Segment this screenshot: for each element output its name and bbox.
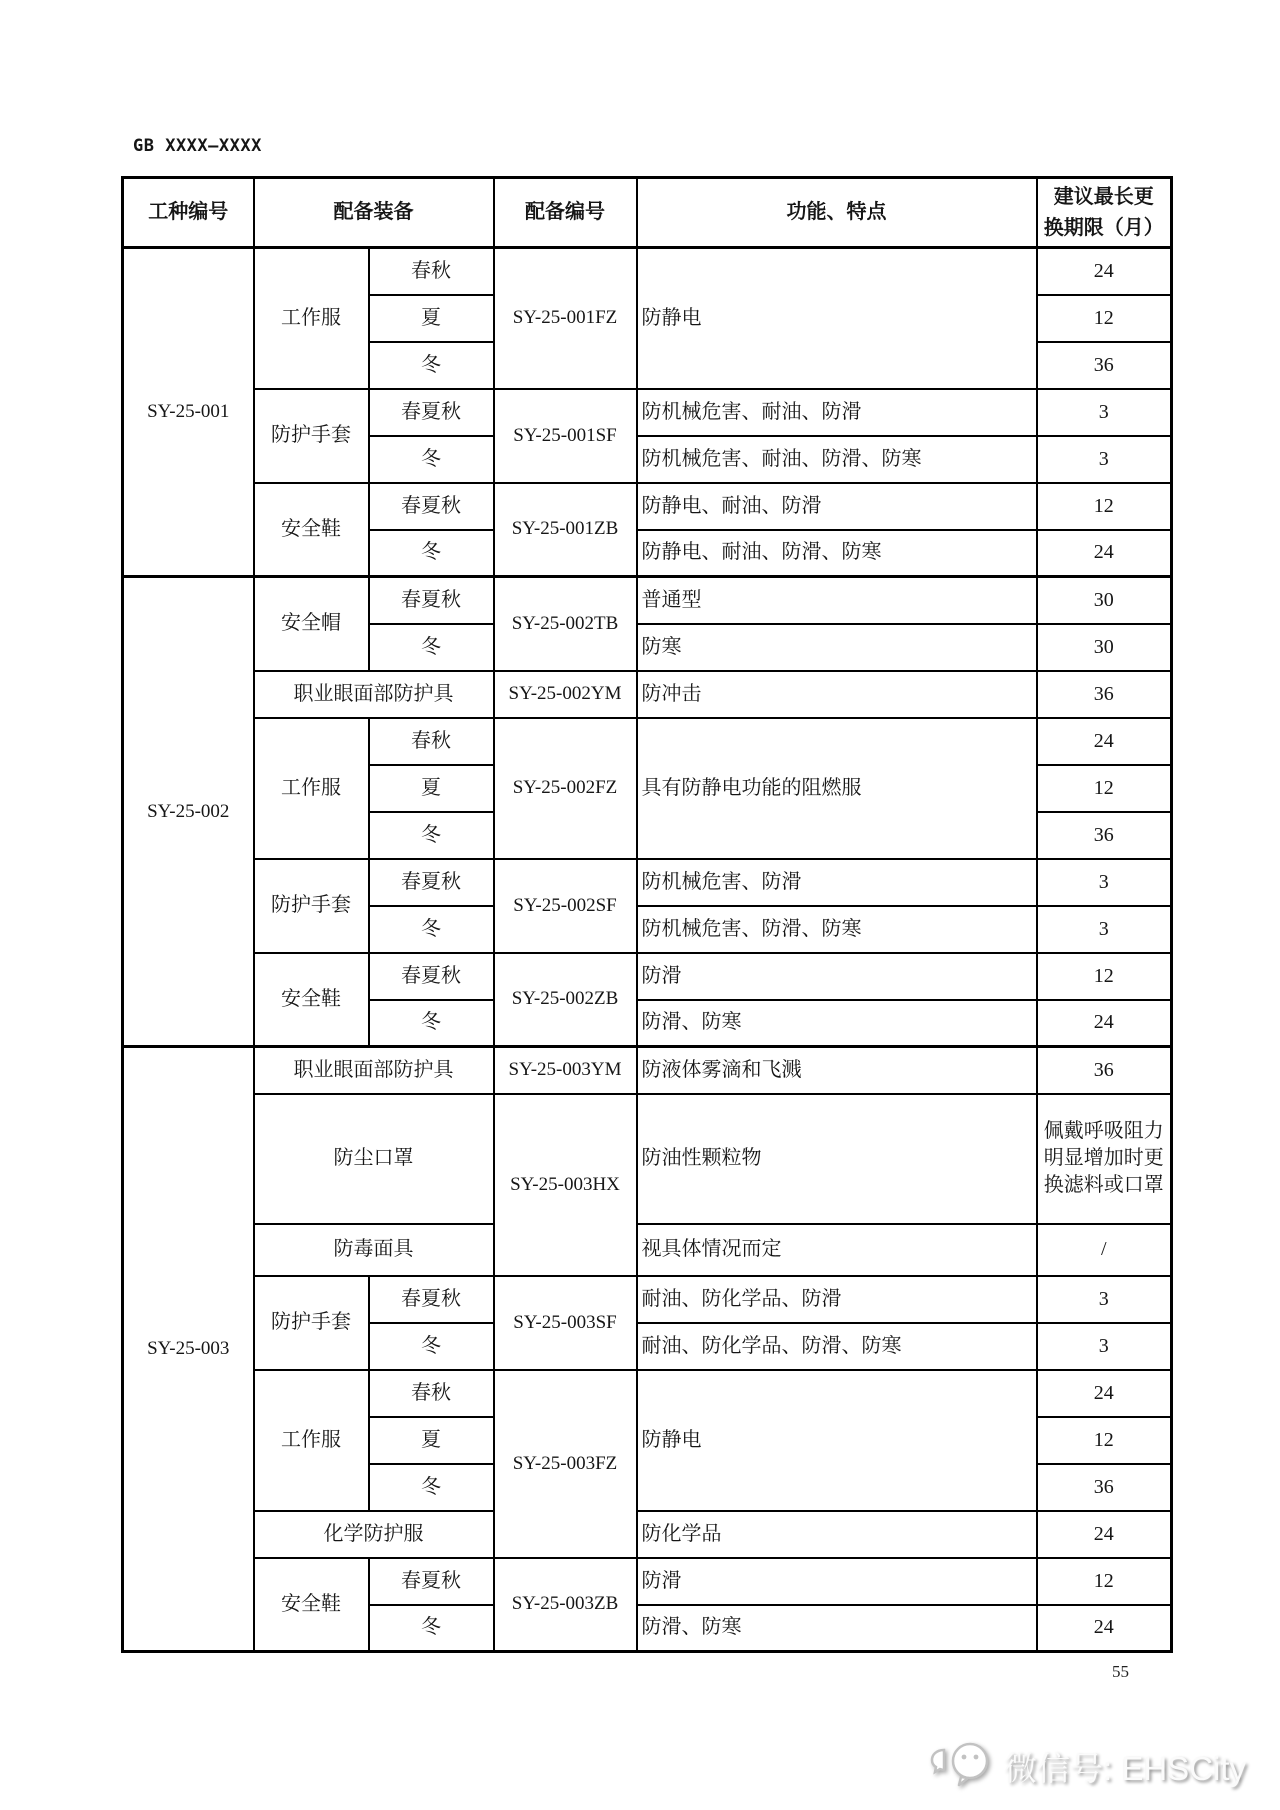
function-cell: 防机械危害、防滑	[637, 859, 1037, 906]
season-cell: 夏	[369, 765, 494, 812]
code-cell: SY-25-003YM	[494, 1047, 637, 1094]
season-cell: 冬	[369, 1605, 494, 1652]
function-cell: 防寒	[637, 624, 1037, 671]
months-cell: 36	[1037, 342, 1172, 389]
table-row	[123, 1558, 1172, 1605]
function-cell: 防液体雾滴和飞溅	[637, 1047, 1037, 1094]
table-row	[123, 953, 1172, 1000]
header-months-line1: 建议最长更	[1053, 185, 1154, 208]
table-header-row	[123, 178, 1172, 248]
months-cell: 36	[1037, 1047, 1172, 1094]
group-code-cell: SY-25-001	[123, 248, 254, 577]
months-cell: /	[1037, 1224, 1172, 1276]
season-cell: 冬	[369, 530, 494, 577]
season-cell: 冬	[369, 812, 494, 859]
function-cell: 防油性颗粒物	[637, 1094, 1037, 1224]
function-cell: 防化学品	[637, 1511, 1037, 1558]
code-cell: SY-25-003ZB	[494, 1558, 637, 1652]
table-row	[123, 483, 1172, 530]
header-months-line2: 换期限（月）	[1043, 216, 1164, 239]
season-cell: 冬	[369, 1464, 494, 1511]
months-cell: 36	[1037, 812, 1172, 859]
header-function: 功能、特点	[637, 178, 1037, 248]
table-row	[123, 1276, 1172, 1323]
function-cell: 防机械危害、耐油、防滑、防寒	[637, 436, 1037, 483]
ppe-table	[121, 176, 1173, 1653]
season-cell: 夏	[369, 295, 494, 342]
function-cell: 防静电、耐油、防滑、防寒	[637, 530, 1037, 577]
function-cell: 防机械危害、耐油、防滑	[637, 389, 1037, 436]
code-cell: SY-25-003HX	[494, 1094, 637, 1276]
season-cell: 冬	[369, 436, 494, 483]
equipment-cell: 职业眼面部防护具	[254, 671, 494, 718]
code-cell: SY-25-002FZ	[494, 718, 637, 859]
season-cell: 夏	[369, 1417, 494, 1464]
months-cell: 24	[1037, 718, 1172, 765]
months-cell: 30	[1037, 577, 1172, 624]
season-cell: 春夏秋	[369, 953, 494, 1000]
code-cell: SY-25-001FZ	[494, 248, 637, 389]
months-cell: 36	[1037, 1464, 1172, 1511]
months-cell: 24	[1037, 1511, 1172, 1558]
function-cell: 视具体情况而定	[637, 1224, 1037, 1276]
season-cell: 冬	[369, 342, 494, 389]
season-cell: 春夏秋	[369, 859, 494, 906]
function-cell: 防滑	[637, 1558, 1037, 1605]
code-cell: SY-25-002SF	[494, 859, 637, 953]
function-cell: 防机械危害、防滑、防寒	[637, 906, 1037, 953]
equipment-cell: 安全鞋	[254, 953, 369, 1047]
months-cell: 佩戴呼吸阻力明显增加时更换滤料或口罩	[1037, 1094, 1172, 1224]
table-row	[123, 1511, 1172, 1558]
code-cell: SY-25-002ZB	[494, 953, 637, 1047]
season-cell: 春秋	[369, 1370, 494, 1417]
function-cell: 耐油、防化学品、防滑、防寒	[637, 1323, 1037, 1370]
equipment-cell: 防尘口罩	[254, 1094, 494, 1224]
function-cell: 具有防静电功能的阻燃服	[637, 718, 1037, 859]
equipment-cell: 工作服	[254, 1370, 369, 1511]
table-row	[123, 248, 1172, 295]
equipment-cell: 安全帽	[254, 577, 369, 671]
months-cell: 3	[1037, 1323, 1172, 1370]
season-cell: 春秋	[369, 718, 494, 765]
code-cell: SY-25-003SF	[494, 1276, 637, 1370]
function-cell: 防静电	[637, 248, 1037, 389]
code-cell: SY-25-002TB	[494, 577, 637, 671]
function-cell: 防滑、防寒	[637, 1000, 1037, 1047]
table-row	[123, 1224, 1172, 1276]
equipment-cell: 工作服	[254, 718, 369, 859]
equipment-cell: 职业眼面部防护具	[254, 1047, 494, 1094]
season-cell: 春夏秋	[369, 483, 494, 530]
season-cell: 春秋	[369, 248, 494, 295]
table-row	[123, 1094, 1172, 1224]
season-cell: 春夏秋	[369, 389, 494, 436]
months-cell: 24	[1037, 248, 1172, 295]
months-cell: 24	[1037, 1605, 1172, 1652]
months-cell: 3	[1037, 389, 1172, 436]
season-cell: 春夏秋	[369, 577, 494, 624]
watermark	[930, 1736, 1246, 1797]
months-cell: 36	[1037, 671, 1172, 718]
season-cell: 冬	[369, 1323, 494, 1370]
code-cell: SY-25-002YM	[494, 671, 637, 718]
months-cell: 12	[1037, 953, 1172, 1000]
months-cell: 12	[1037, 1558, 1172, 1605]
code-cell: SY-25-001ZB	[494, 483, 637, 577]
season-cell: 冬	[369, 1000, 494, 1047]
function-cell: 防静电、耐油、防滑	[637, 483, 1037, 530]
months-cell: 24	[1037, 530, 1172, 577]
equipment-cell: 防护手套	[254, 389, 369, 483]
months-cell: 24	[1037, 1000, 1172, 1047]
function-cell: 防静电	[637, 1370, 1037, 1511]
equipment-cell: 防毒面具	[254, 1224, 494, 1276]
equipment-cell: 防护手套	[254, 1276, 369, 1370]
equipment-cell: 工作服	[254, 248, 369, 389]
function-cell: 普通型	[637, 577, 1037, 624]
header-group: 工种编号	[123, 178, 254, 248]
equipment-cell: 安全鞋	[254, 1558, 369, 1652]
season-cell: 冬	[369, 906, 494, 953]
months-cell: 3	[1037, 859, 1172, 906]
months-cell: 3	[1037, 436, 1172, 483]
code-cell: SY-25-001SF	[494, 389, 637, 483]
equipment-cell: 化学防护服	[254, 1511, 494, 1558]
function-cell: 防滑、防寒	[637, 1605, 1037, 1652]
page-number: 55	[1112, 1662, 1129, 1681]
table-row	[123, 671, 1172, 718]
table-row	[123, 389, 1172, 436]
months-cell: 12	[1037, 765, 1172, 812]
function-cell: 防滑	[637, 953, 1037, 1000]
watermark-label: 微信号: EHSCity	[1004, 1750, 1247, 1787]
season-cell: 冬	[369, 624, 494, 671]
table-row	[123, 859, 1172, 906]
months-cell: 3	[1037, 906, 1172, 953]
months-cell: 24	[1037, 1370, 1172, 1417]
standard-number-header: GB XXXX—XXXX	[133, 136, 262, 156]
table-row	[123, 1047, 1172, 1094]
function-cell: 防冲击	[637, 671, 1037, 718]
season-cell: 春夏秋	[369, 1276, 494, 1323]
table-row	[123, 718, 1172, 765]
table-row	[123, 1370, 1172, 1417]
months-cell: 12	[1037, 1417, 1172, 1464]
group-code-cell: SY-25-003	[123, 1047, 254, 1652]
function-cell: 耐油、防化学品、防滑	[637, 1276, 1037, 1323]
code-cell: SY-25-003FZ	[494, 1370, 637, 1558]
wechat-icon	[930, 1736, 998, 1797]
months-cell: 3	[1037, 1276, 1172, 1323]
table-row	[123, 577, 1172, 624]
months-cell: 30	[1037, 624, 1172, 671]
header-equipment: 配备装备	[254, 178, 494, 248]
months-cell: 12	[1037, 483, 1172, 530]
header-months	[1037, 178, 1172, 248]
months-cell: 12	[1037, 295, 1172, 342]
group-code-cell: SY-25-002	[123, 577, 254, 1047]
header-code: 配备编号	[494, 178, 637, 248]
equipment-cell: 安全鞋	[254, 483, 369, 577]
season-cell: 春夏秋	[369, 1558, 494, 1605]
equipment-cell: 防护手套	[254, 859, 369, 953]
